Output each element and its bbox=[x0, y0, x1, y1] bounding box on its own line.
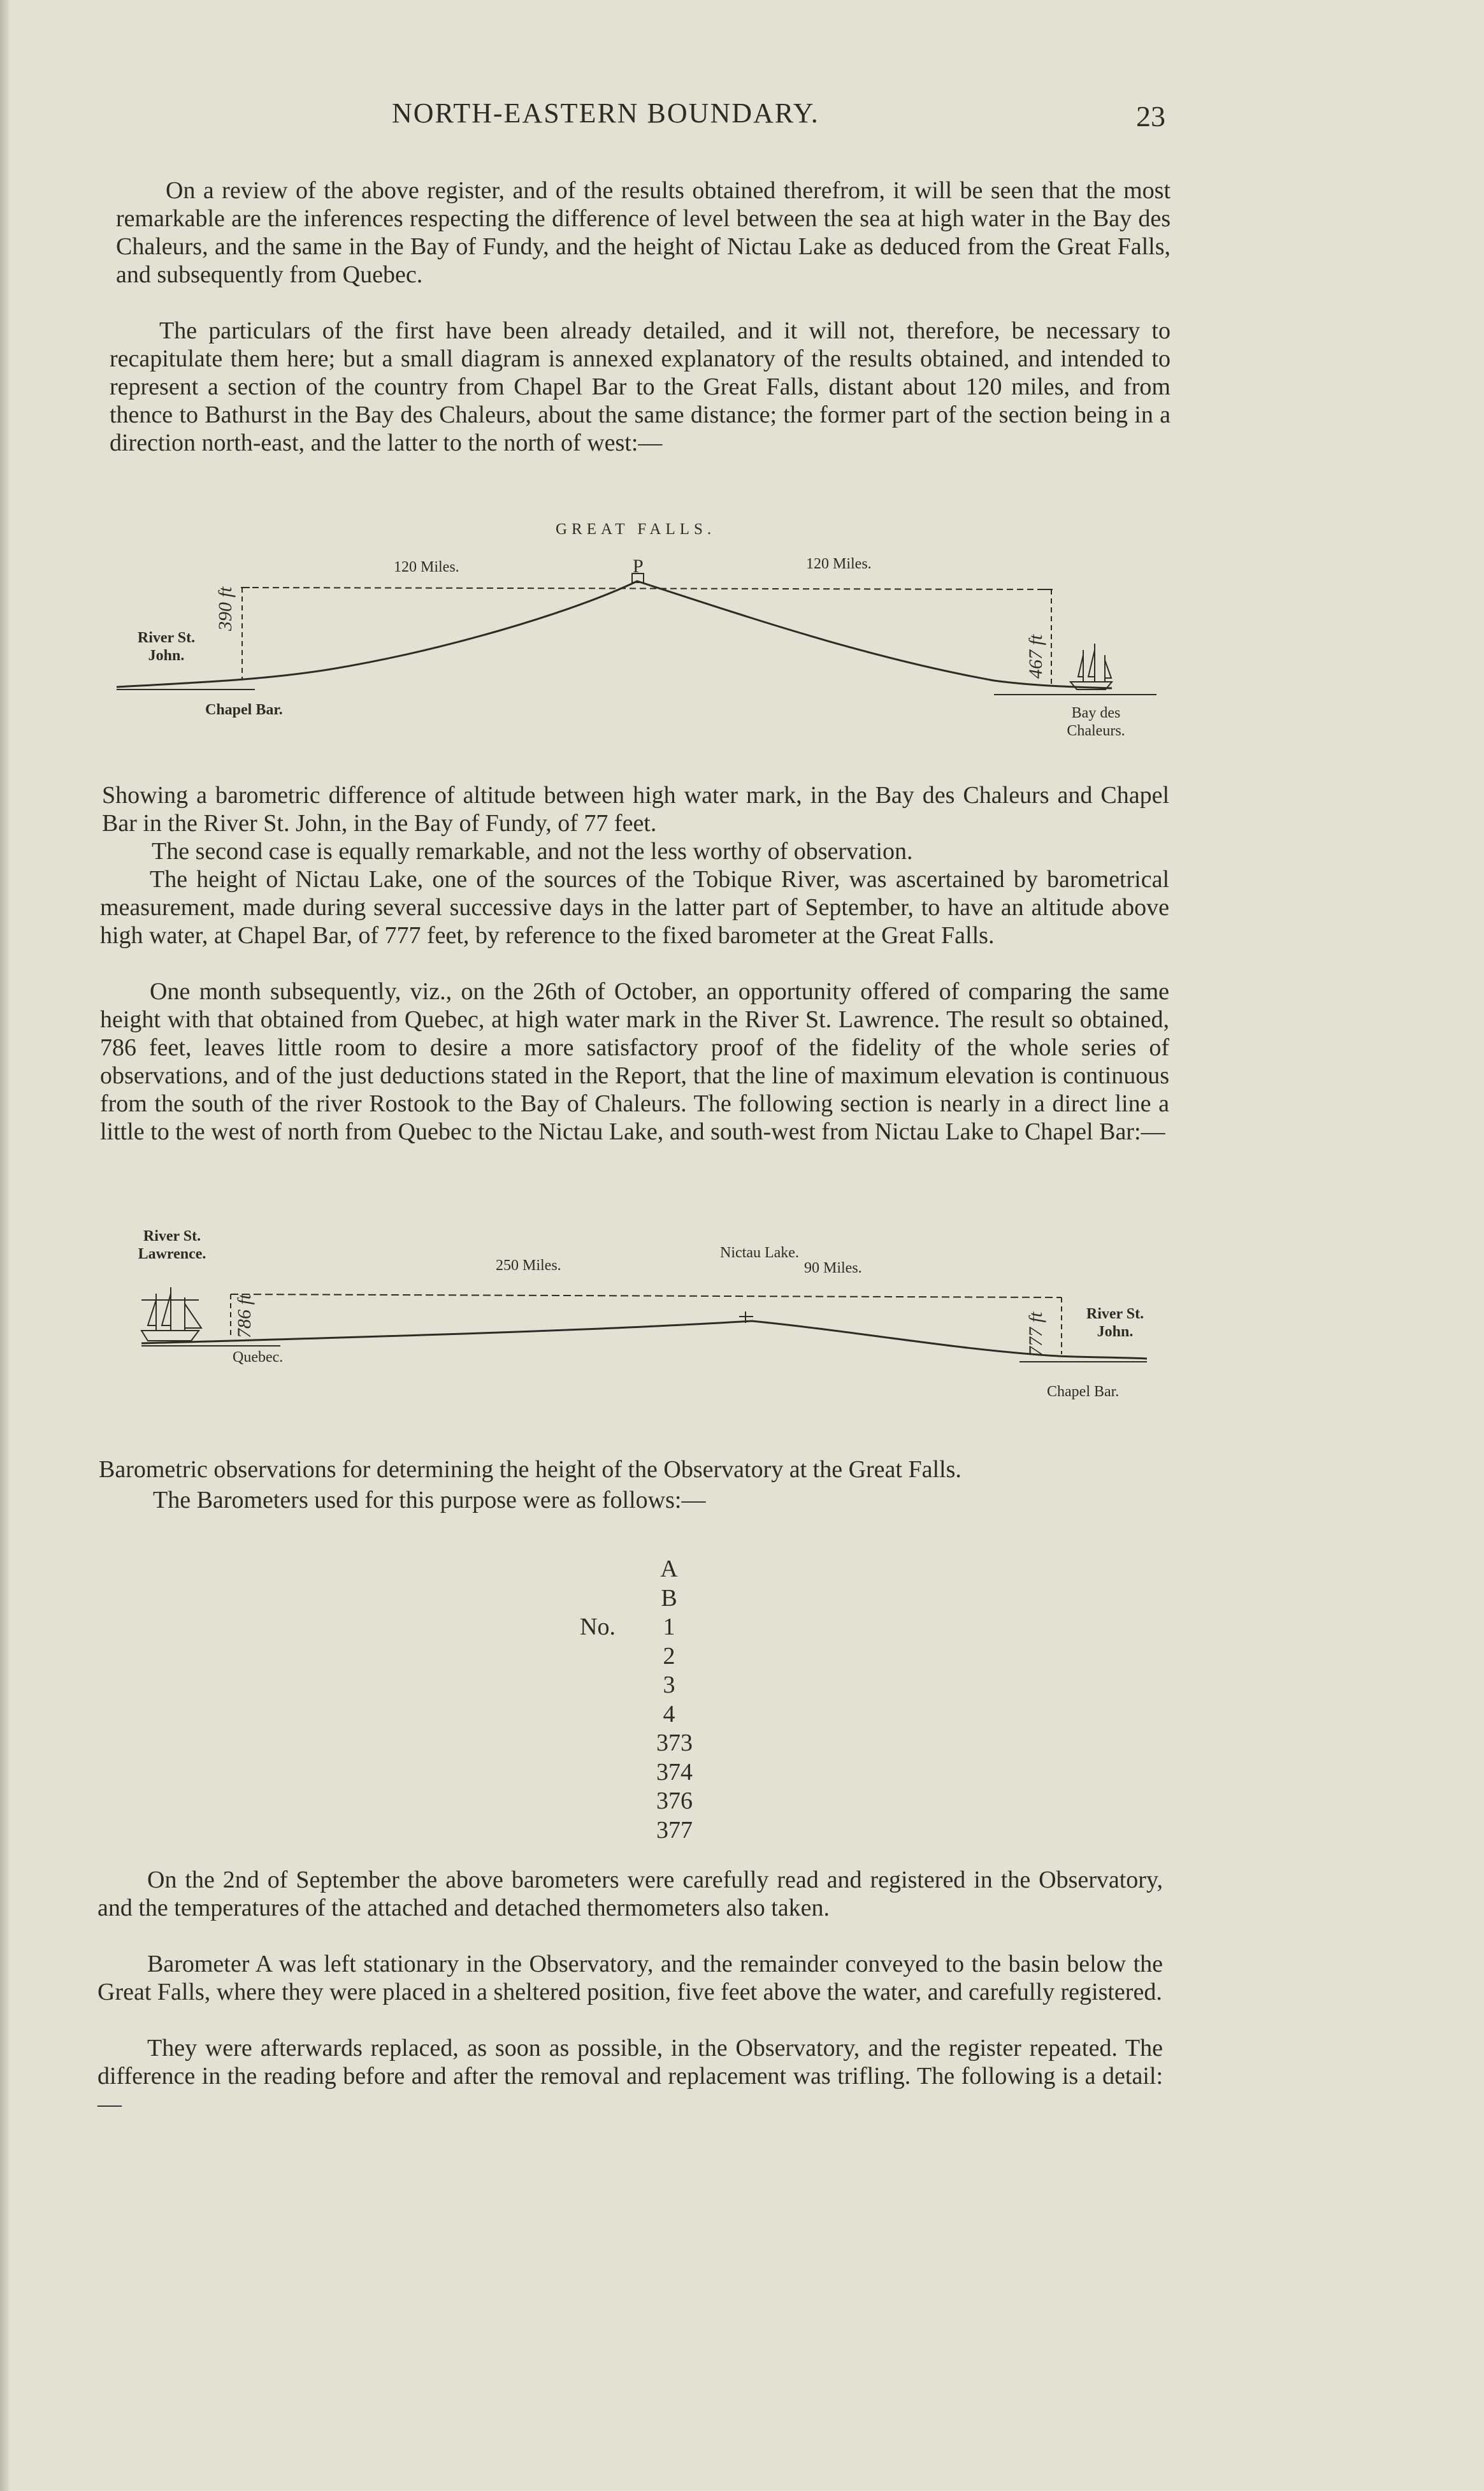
ship-icon bbox=[141, 1287, 201, 1341]
figure2-ground-profile bbox=[141, 1321, 1147, 1359]
figure1-left-distance: 120 Miles. bbox=[394, 559, 459, 575]
page-number: 23 bbox=[1136, 100, 1165, 133]
figure2-right-height: 777 ft bbox=[1025, 1311, 1046, 1356]
figure2-datum-line bbox=[231, 1294, 1062, 1297]
barometer-item: A bbox=[660, 1556, 678, 1582]
figure1-right-distance: 120 Miles. bbox=[806, 556, 872, 572]
figure2-mid-place: Nictau Lake. bbox=[720, 1245, 799, 1261]
paragraph-showing: Showing a barometric difference of altitude between high water mark, in the Bay des Chaleurs and Chapel Bar in the River St. John, in the Bay of Fundy, of 77 feet. bbox=[102, 782, 1169, 837]
barometer-item: 4 bbox=[663, 1700, 675, 1728]
figure2-left-place: River St. Lawrence. bbox=[138, 1228, 206, 1262]
paragraph-second-case: The second case is equally remarkable, and not the less worthy of observation. bbox=[152, 838, 913, 865]
figure2-right-bottom: Chapel Bar. bbox=[1047, 1383, 1120, 1400]
figure1-left-height: 390 ft bbox=[215, 586, 236, 631]
paragraph-review: On a review of the above register, and of the results obtained therefrom, it will be seen that the most remarkable are the inferences respecting the difference of level between the sea at high water in the Bay des Chaleurs, and the same in the Bay of Fundy, and the height of Nictau Lake as deduced from the Great Falls, and subsequently from Quebec. bbox=[116, 177, 1171, 288]
figure2-distance-left: 250 Miles. bbox=[496, 1257, 561, 1274]
paragraph-second-september: On the 2nd of September the above barometers were carefully read and registered in the Observatory, and the temperatures of the attached and detached thermometers also taken. bbox=[97, 1866, 1163, 1921]
figure1-left-bottom: Chapel Bar. bbox=[205, 702, 283, 718]
barometer-item: 1 bbox=[663, 1614, 675, 1640]
paragraph-one-month: One month subsequently, viz., on the 26th of October, an opportunity offered of comparing the same height with that obtained from Quebec, at high water mark in the River St. Lawrence. The result so obtained, 786 feet, leaves little room to desire a more satisfactory proof of the fidelity of the whole series of observations, and of the just deductions stated in the Report, that the line of maximum elevation is continuous from the south of the river Rostook to the Bay of Chaleurs. The following section is nearly in a direct line a little to the west of north from Quebec to the Nictau Lake, and south-west from Nictau Lake to Chapel Bar:— bbox=[100, 978, 1169, 1145]
figure2-left-height: 786 ft bbox=[234, 1294, 255, 1338]
barometer-item: 376 bbox=[656, 1787, 693, 1814]
barometer-item: 377 bbox=[656, 1816, 693, 1844]
figure1-right-height: 467 ft bbox=[1025, 634, 1046, 679]
figure2-distance-right: 90 Miles. bbox=[804, 1260, 862, 1276]
barometer-item: B bbox=[661, 1584, 677, 1612]
barometer-item: 373 bbox=[656, 1729, 693, 1756]
paragraph-barometers-used: The Barometers used for this purpose were as follows:— bbox=[153, 1487, 706, 1513]
figure2-right-place: River St. John. bbox=[1086, 1306, 1144, 1340]
barometer-list bbox=[656, 1555, 693, 1845]
figure1-right-bottom: Bay des Chaleurs. bbox=[1067, 705, 1125, 739]
figure1-peak-letter: P bbox=[633, 556, 644, 577]
figure2-left-bottom: Quebec. bbox=[233, 1349, 284, 1366]
running-head: NORTH-EASTERN BOUNDARY. bbox=[392, 97, 819, 129]
barometer-no-label: No. bbox=[580, 1614, 616, 1640]
paragraph-barometer-a: Barometer A was left stationary in the Observatory, and the remainder conveyed to the basin below the Great Falls, where they were placed in a sheltered position, five feet above the water, and carefully registered. bbox=[97, 1951, 1163, 2005]
heading-barometric-observations: Barometric observations for determining the height of the Observatory at the Great Falls. bbox=[99, 1456, 962, 1483]
barometer-item: 374 bbox=[656, 1758, 693, 1786]
figure1-left-place: River St. John. bbox=[137, 630, 196, 664]
figure1-title: GREAT FALLS. bbox=[556, 521, 716, 538]
barometer-item: 2 bbox=[663, 1642, 675, 1670]
paragraph-replaced: They were afterwards replaced, as soon as possible, in the Observatory, and the register repeated. The difference in the reading before and after the removal and replacement was trifling. The following is a detail:— bbox=[97, 2035, 1163, 2118]
paragraph-particulars: The particulars of the first have been already detailed, and it will not, therefore, be necessary to recapitulate them here; but a small diagram is annexed explanatory of the results obtained, and intended to represent a section of the country from Chapel Bar to the Great Falls, distant about 120 miles, and from thence to Bathurst in the Bay des Chaleurs, about the same distance; the former part of the section being in a direction north-east, and the latter to the north of west:— bbox=[110, 317, 1171, 456]
barometer-item: 3 bbox=[663, 1671, 675, 1698]
paragraph-nictau-height: The height of Nictau Lake, one of the sources of the Tobique River, was ascertained by barometrical measurement, made during several successive days in the latter part of September, to have an altitude above high water, at Chapel Bar, of 777 feet, by reference to the fixed barometer at the Great Falls. bbox=[100, 866, 1169, 949]
